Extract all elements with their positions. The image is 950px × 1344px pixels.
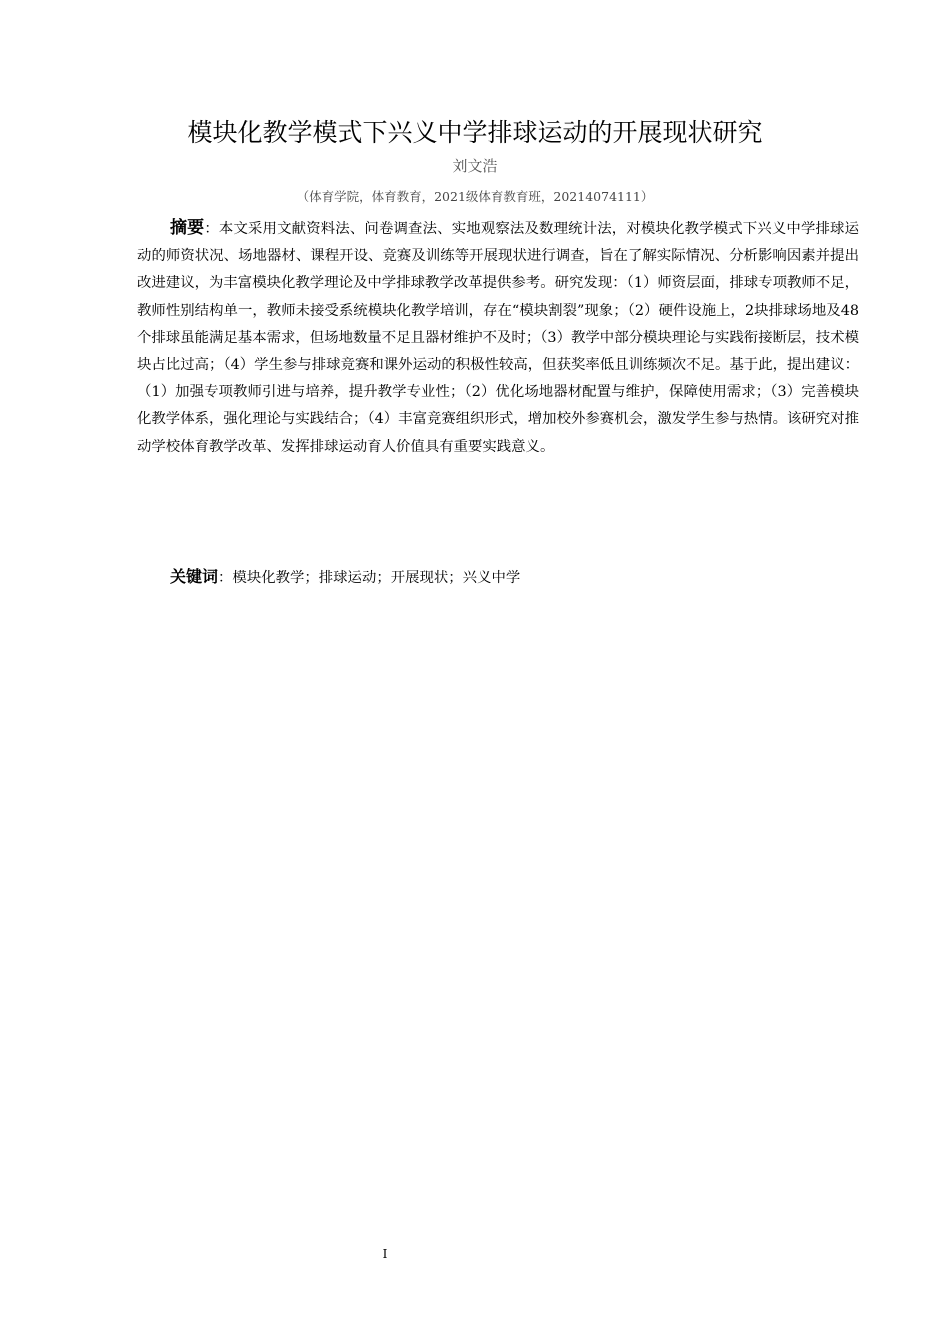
author-name: 刘文浩 <box>452 157 498 175</box>
keywords-label: 关键词 <box>170 567 219 586</box>
keywords-text: 模块化教学；排球运动；开展现状；兴义中学 <box>232 570 521 586</box>
author-affiliation: （体育学院，体育教育，2021级体育教育班，20214074111） <box>296 189 654 204</box>
abstract-label: 摘要 <box>170 218 205 238</box>
keywords-line <box>170 565 860 590</box>
paper-title: 模块化教学模式下兴义中学排球运动的开展现状研究 <box>187 118 763 147</box>
abstract-paragraph <box>137 215 859 461</box>
abstract-label-colon: ： <box>204 221 219 237</box>
abstract-text: 本文采用文献资料法、问卷调查法、实地观察法及数理统计法，对模块化教学模式下兴义中学排球运动的师资状况、场地器材、课程开设、竞赛及训练等开展现状进行调查，旨在了解实际情况、分析影响因素并提出改进建议，为丰富模块化教学理论及中学排球教学改革提供参考。研究发现：（1）师资层面，排球专项教师不足，教师性别结构单一，教师未接受系统模块化教学培训，存在“模块割裂”现象；（2）硬件设施上，2块排球场地及48个排球虽能满足基本需求，但场地数量不足且器材维护不及时；（3）教学中部分模块理论与实践衔接断层，技术模块占比过高；（4）学生参与排球竞赛和课外运动的积极性较高，但获奖率低且训练频次不足。基于此，提出建议：（1）加强专项教师引进与培养，提升教学专业性；（2）优化场地器材配置与维护，保障使用需求；（3）完善模块化教学体系，强化理论与实践结合；（4）丰富竞赛组织形式，增加校外参赛机会，激发学生参与热情。该研究对推动学校体育教学改革、发挥排球运动育人价值具有重要实践意义。 <box>137 221 859 455</box>
keywords-label-colon: ： <box>218 570 233 586</box>
page-number: I <box>382 1247 388 1261</box>
